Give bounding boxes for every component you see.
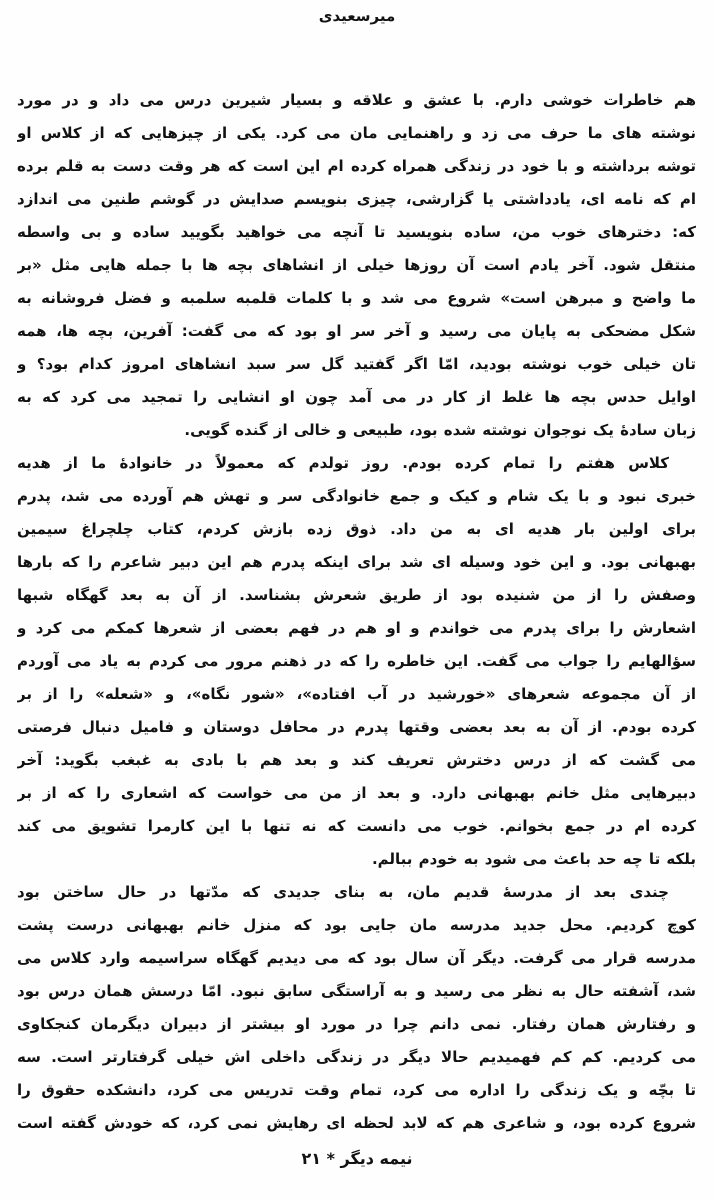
text-line: اشعارش را برای پدرم می خواندم و او هم در فهم بعضی از شعرها کمکم می کرد و: [17, 619, 696, 637]
text-line: شروع کرده بود، و شاعری هم که لابد لحظه ای رهایش نمی کرد، که خودش گفته است: [17, 1114, 696, 1132]
text-line: دبیرهایی مثل خانم بهبهانی دارد. و بعد از من می خواست که اشعاری را که از بر: [17, 784, 696, 802]
running-header-author: میرسعیدی: [318, 7, 396, 25]
text-line: برای اولین بار هدیه ای به من داد. ذوق زده بازش کردم، کتاب چلچراغ سیمین: [17, 520, 696, 538]
text-line: منتقل شود. آخر یادم است آن روزها خیلی از انشاهای بچه ها با جمله هایی مثل «بر: [17, 256, 696, 274]
text-line: زبان سادهٔ یک نوجوان نوشته شده بود، طبیعی و خالی از گنده گویی.: [184, 421, 696, 439]
text-line: بلکه تا چه حد باعث می شود به خودم ببالم.: [371, 850, 696, 868]
text-line: توشه برداشته و با خود در زندگی همراه کرده ام این است که هر وقت دست به قلم برده: [17, 157, 696, 175]
text-line: چندی بعد از مدرسهٔ قدیم مان، به بنای جدیدی که مدّتها در حال ساختن بود: [17, 883, 669, 901]
text-line: بهبهانی بود. و این خود وسیله ای شد برای اینکه پدرم هم این دبیر شاعرم را که بارها: [17, 553, 696, 571]
text-line: کرده بودم. از آن به بعد بعضی وقتها پدرم در محافل دوستان و فامیل دنبال فرصتی: [17, 718, 696, 736]
page-footer: [0, 1149, 714, 1168]
text-line: که: دخترهای خوب من، ساده بنویسید تا آنچه می خواهید بگویید ساده و بی واسطه: [17, 223, 696, 241]
text-line: کوچ کردیم. محل جدید مدرسه مان جایی بود که منزل خانم بهبهانی درست پشت: [17, 916, 696, 934]
text-line: از آن مجموعه شعرهای «خورشید در آب افتاده»، «شور نگاه»، و «شعله» را از بر: [17, 685, 696, 703]
text-line: ام که نامه ای، یادداشتی یا گزارشی، چیزی بنویسم صدایش در گوشم طنین می اندازد: [17, 190, 696, 208]
text-line: هم خاطرات خوشی دارم. با عشق و علاقه و بسیار شیرین درس می داد و در مورد: [17, 91, 696, 109]
text-line: اوایل حدس بچه ها غلط از کار در می آمد چون او انشایی را تمجید می کرد که به: [17, 388, 696, 406]
text-line: وصفش را از من شنیده بود از طریق شعرش بشناسد. از آن به بعد گهگاه شبها: [17, 586, 696, 604]
text-line: می کردیم. کم کم فهمیدیم حالا دیگر در زندگی داخلی اش خیلی گرفتارتر است. سه: [17, 1048, 696, 1066]
text-line: تا بچّه و یک زندگی را اداره می کرد، تمام وقت تدریس می کرد، دانشکده حقوق را: [17, 1081, 696, 1099]
book-title-and-page-number: نیمه دیگر * ۲۱: [301, 1149, 413, 1168]
text-line: کرده ام در جمع بخوانم. خوب می دانست که نه تنها با این کارمرا تشویق می کند: [17, 817, 696, 835]
text-line: شکل مضحکی به پایان می رسید و آخر سر او بود که می گفت: آفرین، بچه ها، همه: [17, 322, 696, 340]
text-line: شد، آشفته حال به نظر می رسید و به آراستگی سابق نبود. امّا درسش همان درس بود: [17, 982, 696, 1000]
text-line: کلاس هفتم را تمام کرده بودم. روز تولدم که معمولاً در خانوادهٔ ما از هدیه: [17, 454, 669, 472]
text-line: سؤالهایم را جواب می گفت. این خاطره را که در ذهنم مرور می کردم به یاد می آوردم: [17, 652, 696, 670]
text-line: و رفتارش همان رفتار. نمی دانم چرا در مورد او بیشتر از دبیران دیگرمان کنجکاوی: [17, 1015, 696, 1033]
text-line: تان خیلی خوب نوشته بودید، امّا اگر گفتید گل سر سبد انشاهای امروز کدام بود؟ و: [17, 355, 696, 373]
text-line: نوشته های ما حرف می زد و راهنمایی مان می کرد. یکی از چیزهایی که از کلاس او: [17, 124, 696, 142]
text-line: خبری نبود و با یک شام و کیک و جمع خانوادگی سر و تهش هم آورده می شد، پدرم: [17, 487, 696, 505]
body-text: [17, 84, 696, 1140]
text-line: ما واضح و مبرهن است» شروع می شد و با کلمات قلمبه سلمبه و فضل فروشانه به: [17, 289, 696, 307]
text-line: مدرسه قرار می گرفت. دیگر آن سال بود که می دیدیم گهگاه سراسیمه وارد کلاس می: [17, 949, 696, 967]
text-line: می گشت که از درس دخترش تعریف کند و بعد هم با بادی به غبغب بگوید: آخر: [17, 751, 696, 769]
